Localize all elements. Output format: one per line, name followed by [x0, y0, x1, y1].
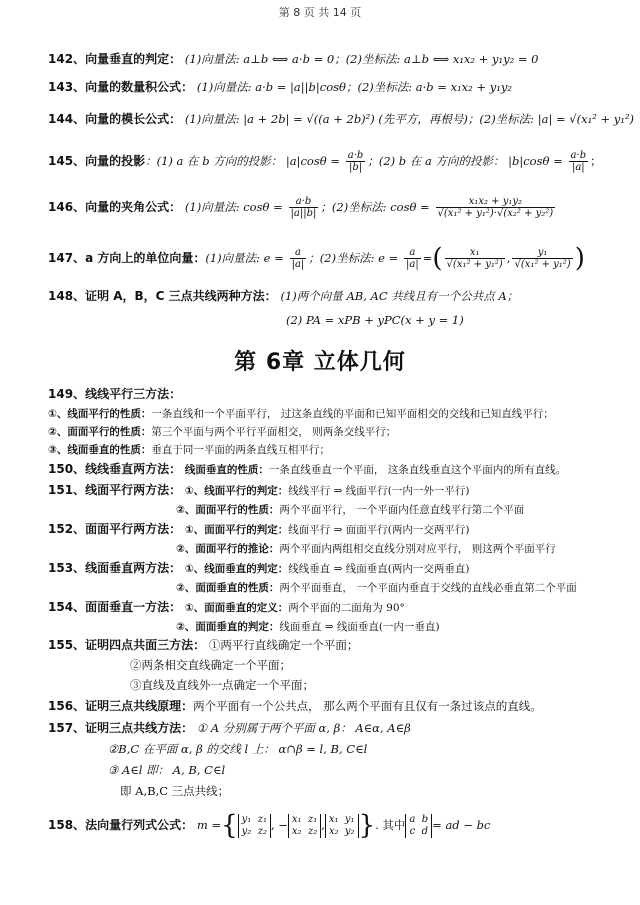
sub-label: 线面垂直的性质： [184, 464, 269, 476]
sub-text: 即 A,B,C 三点共线； [120, 784, 230, 798]
item-number: 152、 [48, 522, 86, 536]
fraction: $\frac{a\cdot b}{|a|}$ [570, 150, 587, 173]
item-number: 143、 [48, 80, 86, 94]
item-text: ； [590, 154, 602, 168]
item-number: 146、 [48, 200, 86, 214]
sub-label: ①、线面垂直的判定： [184, 563, 289, 575]
item-152 [48, 520, 640, 539]
item-number: 157、 [48, 721, 86, 735]
item-title: 线线平行三方法： [85, 387, 182, 401]
sub-text: 两个平面内两组相交直线分别对应平行， 则这两个平面平行 [279, 543, 556, 555]
item-text: , [506, 251, 511, 265]
item-title: 法向量行列式公式： [85, 818, 194, 832]
item-151 [48, 481, 640, 500]
sub-label: ①、面面平行的判定： [184, 524, 289, 536]
item-number: 155、 [48, 638, 86, 652]
sub-label: ②、面面垂直的判定： [176, 621, 280, 633]
item-153 [48, 559, 640, 578]
item-number: 158、 [48, 818, 86, 832]
item-title: 向量的投影 [85, 154, 146, 168]
sub-text: ②B,C 在平面 α, β 的交线 l 上： α∩β = l, B, C∈l [108, 742, 368, 756]
item-149-sub-2 [48, 422, 640, 441]
item-title: 证明三点共线方法： [85, 721, 194, 735]
page-header: 第 8 页 共 14 页 [278, 6, 362, 19]
sub-text: ① A 分别属于两个平面 α, β： A∈α, A∈β [196, 721, 411, 735]
sub-text: 一条直线垂直一个平面， 这条直线垂直这个平面内的所有直线。 [268, 464, 567, 476]
item-number: 149、 [48, 387, 86, 401]
fraction: $\frac{\text{x₁x₂ + y₁y₂}}{\text{√(x₁² + y₁²)·√(x₂² + y₂²)}}$ [437, 196, 554, 219]
item-title: 面面垂直一方法： [85, 600, 182, 614]
sub-text: ①两平行直线确定一个平面； [208, 638, 359, 652]
item-text: (1)向量法: a⊥b ⟺ a·b = 0；(2)坐标法: a⊥b ⟺ x₁x₂ + y₁y₂ = 0 [184, 52, 539, 66]
item-text: = ad − bc [432, 818, 491, 832]
item-number: 142、 [48, 52, 86, 66]
item-142 [48, 50, 640, 68]
item-157-sub-2 [108, 740, 640, 758]
item-155 [48, 636, 640, 654]
sub-label: ②、面面平行的性质： [48, 426, 152, 438]
item-title: a 方向上的单位向量： [85, 251, 206, 265]
item-145 [48, 146, 640, 176]
sub-text: 线线平行 ⇒ 线面平行(一内一外一平行) [288, 485, 470, 497]
item-143 [48, 78, 640, 96]
item-154-sub-2 [176, 617, 640, 636]
item-title: 向量的数量积公式： [85, 80, 194, 94]
sub-text: 第三个平面与两个平行平面相交， 则两条交线平行； [151, 426, 397, 438]
sub-text: 两个平面平行， 一个平面内任意直线平行第二个平面 [279, 504, 525, 516]
paren-close: ) [574, 243, 585, 274]
sub-text: ③ A∈l 即： A, B, C∈l [108, 763, 226, 777]
determinant: x₁ z₁ x₂ z₂ [288, 814, 321, 838]
item-156 [48, 697, 640, 715]
sub-label: ①、线面平行的性质： [48, 408, 152, 420]
fraction: $\frac{\text{x₁}}{\text{√(x₁² + y₁²)}}$ [446, 247, 503, 270]
item-text: ；(2)坐标法: cosθ = [320, 200, 430, 214]
item-150 [48, 460, 640, 479]
item-148-line2 [286, 311, 640, 329]
item-title: 线面平行两方法： [85, 483, 182, 497]
item-158 [48, 808, 640, 843]
item-149-sub-3 [48, 440, 640, 459]
sub-label: ②、面面垂直的性质： [176, 582, 280, 594]
sub-text: 两个平面垂直， 一个平面内垂直于交线的直线必垂直第二个平面 [279, 582, 577, 594]
determinant: a b c d [405, 814, 432, 838]
item-number: 154、 [48, 600, 86, 614]
item-title: 线线垂直两方法： [85, 462, 182, 476]
item-number: 153、 [48, 561, 86, 575]
sub-text: 垂直于同一平面的两条直线互相平行； [151, 444, 330, 456]
brace-open: { [221, 810, 238, 841]
item-number: 145、 [48, 154, 86, 168]
brace-close: } [358, 810, 376, 841]
item-155-sub-2 [130, 656, 640, 674]
item-title: 面面平行两方法： [85, 522, 182, 536]
item-number: 144、 [48, 112, 86, 126]
sub-label: ①、面面垂直的定义： [184, 602, 289, 614]
sub-text: ②两条相交直线确定一个平面； [130, 658, 291, 672]
fraction: $\frac{\text{y₁}}{\text{√(x₁² + y₁²)}}$ [514, 247, 571, 270]
item-text: . 其中 [375, 818, 406, 832]
fraction: $\frac{a\cdot b}{|b|}$ [347, 150, 364, 173]
item-number: 150、 [48, 462, 86, 476]
sub-label: ①、线面平行的判定： [184, 485, 289, 497]
item-text: ；(2) b 在 a 方向的投影： |b|cosθ = [367, 154, 563, 168]
item-text: ：(1) a 在 b 方向的投影： |a|cosθ = [145, 154, 340, 168]
item-number: 156、 [48, 699, 86, 713]
sub-label: ②、面面平行的性质： [176, 504, 280, 516]
sub-text: 两个平面的二面角为 90° [288, 602, 405, 614]
item-147 [48, 238, 640, 279]
item-149 [48, 385, 640, 403]
determinant: y₁ z₁ y₂ z₂ [238, 814, 271, 838]
item-title: 向量垂直的判定： [85, 52, 182, 66]
sub-label: ③、线面垂直的性质： [48, 444, 152, 456]
item-154 [48, 598, 640, 617]
item-text: , [321, 818, 325, 832]
item-text: = [422, 251, 433, 265]
item-155-sub-3 [130, 676, 640, 694]
item-146 [48, 190, 640, 224]
sub-text: 线面垂直 ⇒ 线面垂直(一内一垂直) [279, 621, 440, 633]
item-title: 线面垂直两方法： [85, 561, 182, 575]
item-text: , − [270, 818, 288, 832]
item-title: 向量的模长公式： [85, 112, 182, 126]
sub-label: ②、面面平行的推论： [176, 543, 280, 555]
item-153-sub-2 [176, 578, 640, 597]
item-title: 向量的夹角公式： [85, 200, 182, 214]
determinant: x₁ y₁ x₂ y₂ [325, 814, 359, 838]
item-title: 证明 A，B，C 三点共线两种方法： [85, 289, 277, 303]
item-text: (1)向量法: e = [205, 251, 284, 265]
item-number: 151、 [48, 483, 86, 497]
item-144 [48, 110, 640, 128]
item-text: m = [196, 818, 222, 832]
item-number: 148、 [48, 289, 86, 303]
item-157 [48, 719, 640, 737]
sub-text: 线线垂直 ⇒ 线面垂直(两内一交两垂直) [288, 563, 470, 575]
item-157-sub-3 [108, 761, 640, 779]
item-text: (1)向量法: a·b = |a||b|cosθ；(2)坐标法: a·b = x₁x₂ + y₁y₂ [196, 80, 512, 94]
paren-open: ( [432, 243, 443, 274]
item-text: (1)两个向量 AB, AC 共线且有一个公共点 A； [280, 289, 519, 303]
item-title: 证明三点共线原理： [85, 699, 194, 713]
sub-text: ③直线及直线外一点确定一个平面； [130, 678, 314, 692]
item-152-sub-2 [176, 539, 640, 558]
chapter-title: 第 6章 立体几何 [234, 350, 406, 375]
item-title: 证明四点共面三方法： [85, 638, 206, 652]
fraction: $\frac{a}{|a|}$ [291, 247, 305, 270]
item-number: 147、 [48, 251, 86, 265]
item-text: (1)向量法: cosθ = [184, 200, 283, 214]
item-148 [48, 287, 640, 305]
item-text: (1)向量法: |a + 2b| = √((a + 2b)²) (先平方，再根号)；(2)坐标法: |a| = √(x₁² + y₁²) [184, 112, 634, 126]
item-151-sub-2 [176, 500, 640, 519]
fraction: $\frac{a}{|a|}$ [406, 247, 419, 270]
item-149-sub-1 [48, 404, 640, 423]
item-text: ；(2)坐标法: e = [308, 251, 399, 265]
sub-text: 线面平行 ⇒ 面面平行(两内一交两平行) [288, 524, 470, 536]
item-text: (2) PA = xPB + yPC(x + y = 1) [286, 313, 464, 327]
fraction: $\frac{a\cdot b}{|a||b|}$ [290, 196, 317, 219]
item-text: 两个平面有一个公共点， 那么两个平面有且仅有一条过该点的直线。 [193, 699, 542, 713]
item-157-sub-4 [120, 782, 640, 800]
sub-text: 一条直线和一个平面平行， 过这条直线的平面和已知平面相交的交线和已知直线平行； [151, 408, 554, 420]
